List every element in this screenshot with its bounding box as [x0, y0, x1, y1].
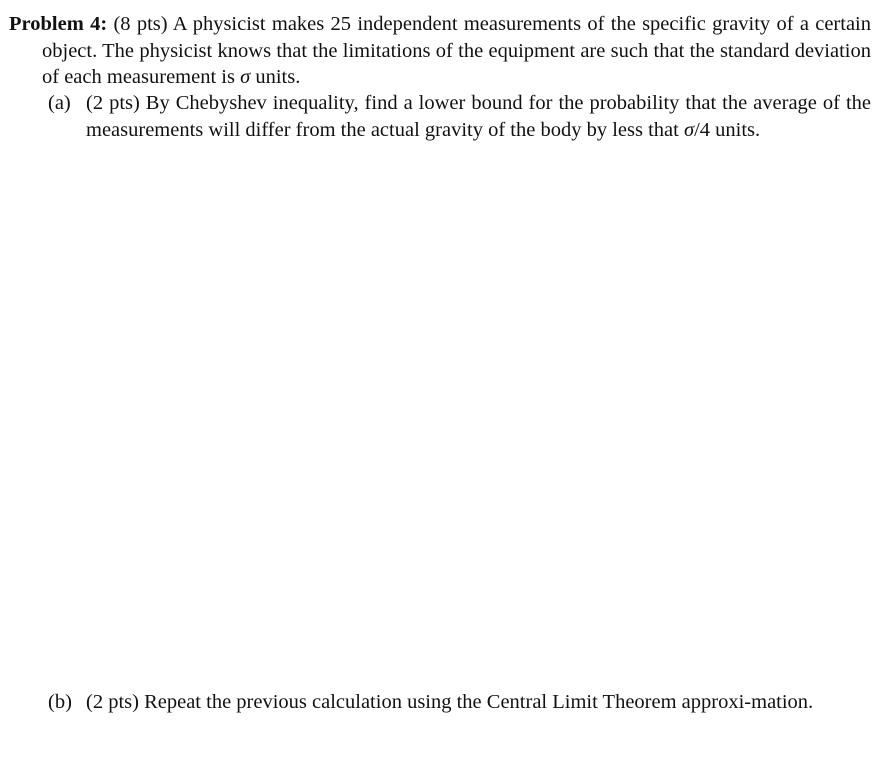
- problem-text: (8 pts) A physicist makes 25 independent measurements of the specific gravity of a certain object. The physicist knows that the limitations of the equipment are such that the standard deviation of each measurement is: [42, 13, 872, 88]
- part-b: [48, 689, 871, 716]
- problem-label: Problem 4:: [9, 13, 108, 35]
- sigma-symbol: σ: [240, 66, 251, 88]
- part-a-label: (a): [48, 92, 71, 114]
- problem-statement: [9, 11, 871, 91]
- problem-text-end: units.: [250, 66, 301, 88]
- sigma-symbol-part-a: σ: [683, 118, 695, 141]
- part-a: [48, 90, 871, 143]
- part-b-label: (b): [48, 691, 72, 713]
- part-a-text-end: /4 units.: [694, 118, 761, 141]
- part-b-text: (2 pts) Repeat the previous calculation using the Central Limit Theorem approxi-mation.: [86, 691, 814, 713]
- part-a-text: (2 pts) By Chebyshev inequality, find a lower bound for the probability that the average of the measurements will differ from the actual gravity of the body by less that: [86, 92, 871, 141]
